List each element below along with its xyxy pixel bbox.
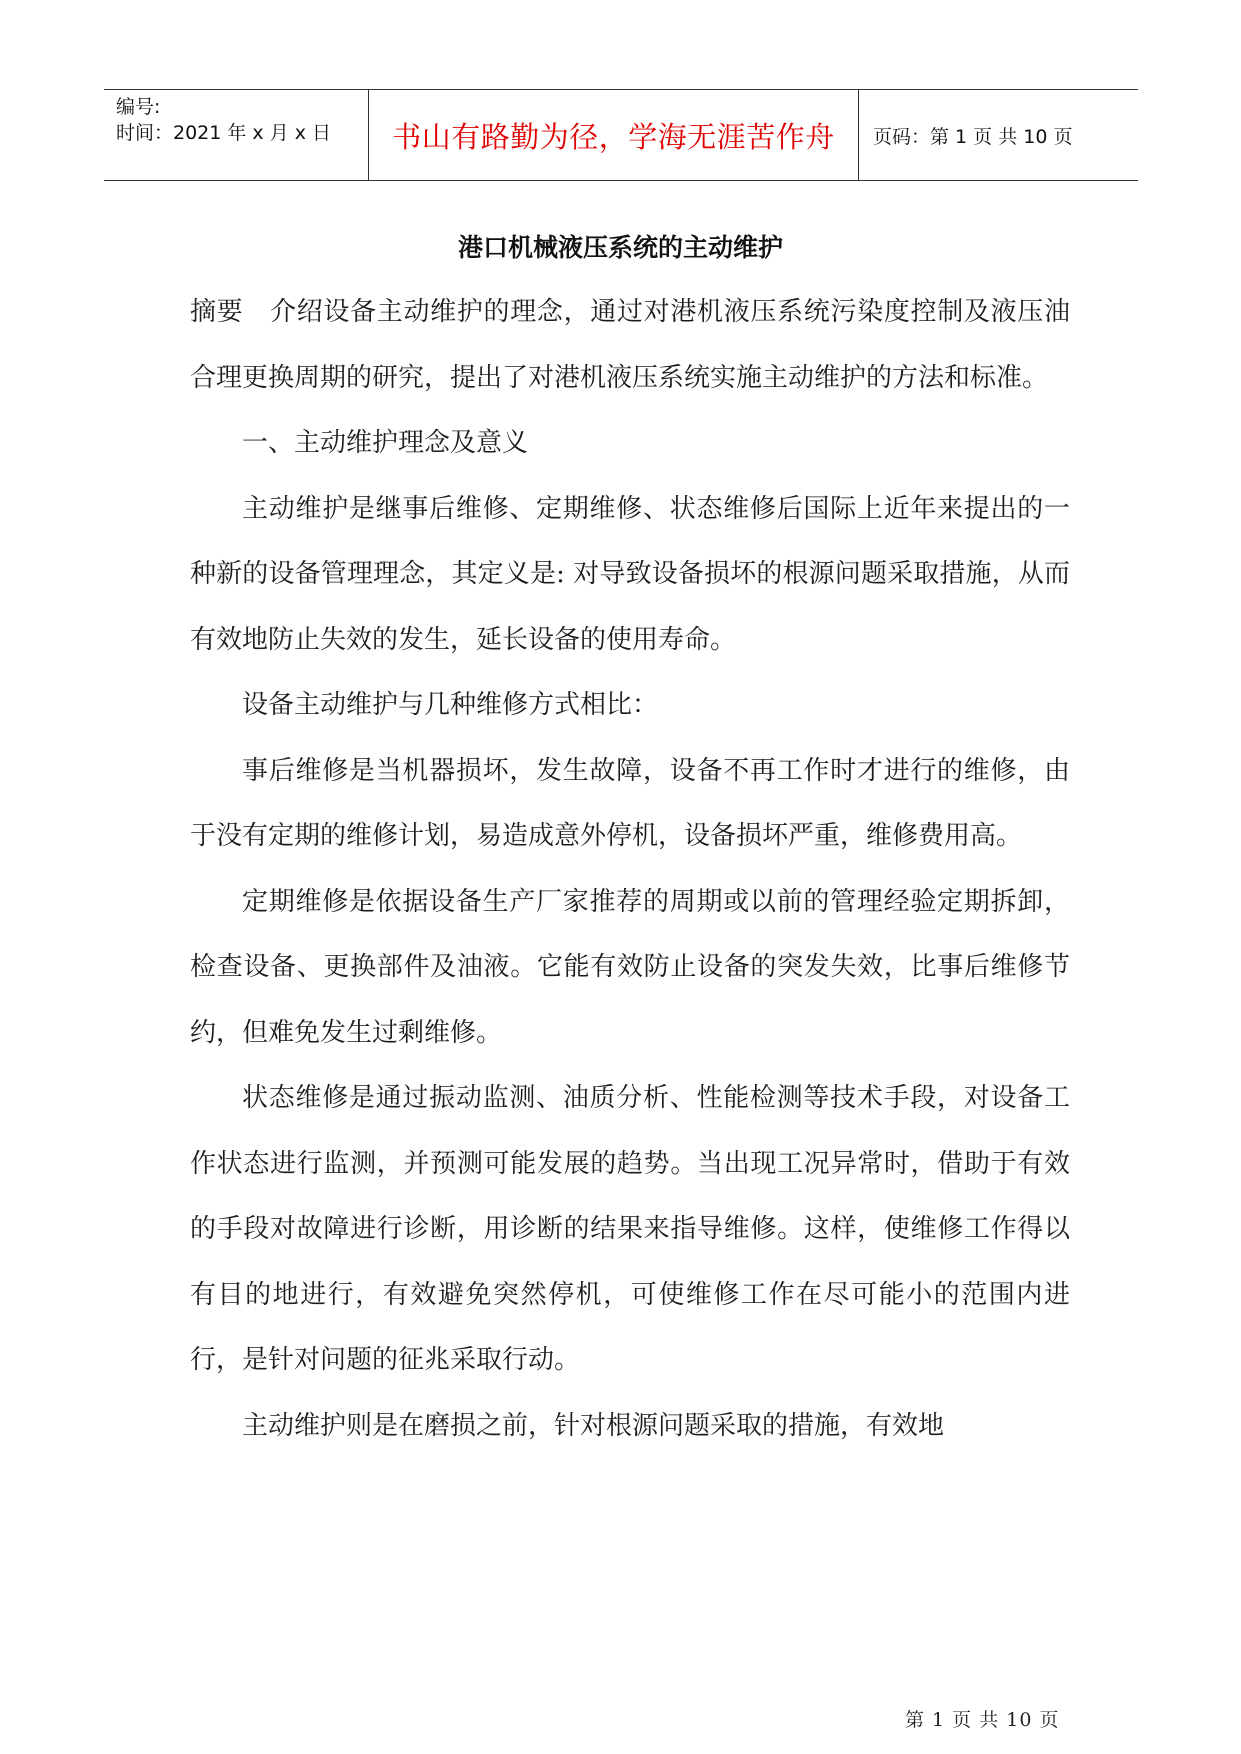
body-paragraph: 设备主动维护与几种维修方式相比：: [242, 690, 659, 720]
page-footer: 第 1 页 共 10 页: [905, 1709, 1060, 1731]
document-title: 港口机械液压系统的主动维护: [457, 233, 783, 262]
page-header: [104, 89, 1138, 181]
document-number-label: 编号:: [116, 96, 161, 118]
header-meta: [104, 90, 369, 180]
document-body: [190, 280, 1070, 1459]
body-paragraph: 状态维修是通过振动监测、油质分析、性能检测等技术手段，对设备工作状态进行监测，并预测可能发展的趋势。当出现工况异常时，借助于有效的手段对故障进行诊断，用诊断的结果来指导维修。这样，使维修工作得以有目的地进行，有效避免突然停机，可使维修工作在尽可能小的范围内进行，是针对问题的征兆采取行动。: [190, 1083, 1070, 1375]
body-paragraph: 定期维修是依据设备生产厂家推荐的周期或以前的管理经验定期拆卸，检查设备、更换部件及油液。它能有效防止设备的突发失效，比事后维修节约，但难免发生过剩维修。: [190, 886, 1070, 1048]
document-time-label: 时间：2021 年 x 月 x 日: [116, 122, 332, 144]
body-paragraph: 主动维护是继事后维修、定期维修、状态维修后国际上近年来提出的一种新的设备管理理念，其定义是: 对导致设备损坏的根源问题采取措施，从而有效地防止失效的发生，延长设备的使用寿命。: [190, 493, 1070, 655]
body-paragraph: 主动维护则是在磨损之前，针对根源问题采取的措施，有效地: [242, 1410, 945, 1441]
body-paragraph: 事后维修是当机器损坏，发生故障，设备不再工作时才进行的维修，由于没有定期的维修计划，易造成意外停机，设备损坏严重，维修费用高。: [190, 755, 1070, 851]
header-page-label: 页码：第 1 页 共 10 页: [873, 125, 1073, 148]
section-heading: 一、主动维护理念及意义: [242, 428, 529, 458]
abstract-paragraph: 摘要 介绍设备主动维护的理念，通过对港机液压系统污染度控制及液压油合理更换周期的研究，提出了对港机液压系统实施主动维护的方法和标准。: [190, 297, 1070, 393]
header-motto: 书山有路勤为径，学海无涯苦作舟: [369, 90, 859, 180]
